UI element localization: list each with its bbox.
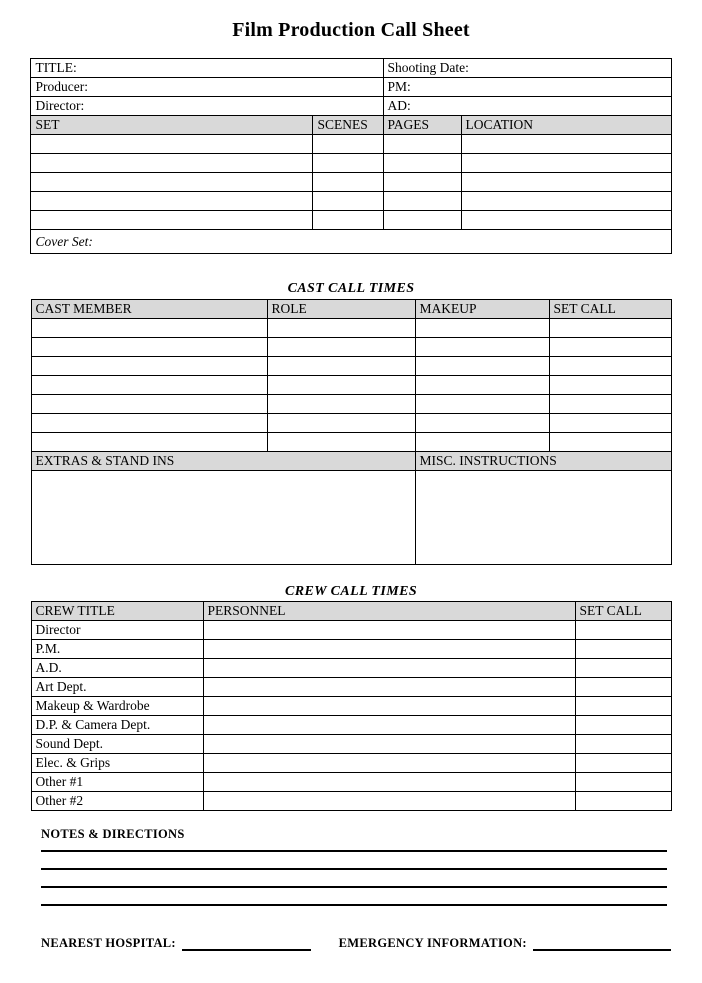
extras-stand-ins-field[interactable] [31,470,415,564]
cell-pages[interactable] [383,154,461,173]
misc-instructions-field[interactable] [415,470,671,564]
column-header-extras-stand-ins: EXTRAS & STAND INS [31,451,415,470]
table-row [31,173,671,192]
cell-cast-member[interactable] [31,432,267,451]
table-row [31,375,671,394]
table-header-row-crew [31,602,671,621]
cell-cast-member[interactable] [31,318,267,337]
table-row [31,735,671,754]
cell-cast-member[interactable] [31,337,267,356]
cell-set[interactable] [31,192,313,211]
table-row [31,192,671,211]
cell-set-call[interactable] [549,394,671,413]
cell-personnel[interactable] [203,716,575,735]
notes-line-4[interactable] [41,904,667,906]
cell-set[interactable] [31,173,313,192]
column-header-makeup: MAKEUP [415,299,549,318]
cell-location[interactable] [461,154,671,173]
cell-role[interactable] [267,413,415,432]
column-header-misc-instructions: MISC. INSTRUCTIONS [415,451,671,470]
column-header-scenes: SCENES [313,116,383,135]
cell-personnel[interactable] [203,621,575,640]
cell-scenes[interactable] [313,173,383,192]
table-row [31,135,671,154]
cell-personnel[interactable] [203,697,575,716]
crew-title-dp-camera-dept: D.P. & Camera Dept. [31,716,203,735]
column-header-location: LOCATION [461,116,671,135]
column-header-set-call: SET CALL [549,299,671,318]
cell-makeup[interactable] [415,375,549,394]
notes-line-3[interactable] [41,886,667,888]
cell-pages[interactable] [383,173,461,192]
pm-label[interactable]: PM: [383,78,671,97]
cell-personnel[interactable] [203,735,575,754]
table-row-extras-misc-body [31,470,671,564]
cell-set-call[interactable] [575,792,671,811]
notes-directions-section [31,811,671,906]
cell-set-call[interactable] [549,375,671,394]
notes-directions-label: NOTES & DIRECTIONS [41,827,185,841]
cell-makeup[interactable] [415,318,549,337]
cell-personnel[interactable] [203,754,575,773]
table-row [31,754,671,773]
spacer [0,565,702,583]
table-row-title [31,59,671,78]
cell-cast-member[interactable] [31,356,267,375]
table-row [31,773,671,792]
cell-role[interactable] [267,375,415,394]
cell-makeup[interactable] [415,337,549,356]
cell-scenes[interactable] [313,135,383,154]
table-header-row-set [31,116,671,135]
column-header-set-call: SET CALL [575,602,671,621]
table-row [31,792,671,811]
column-header-cast-member: CAST MEMBER [31,299,267,318]
table-row [31,318,671,337]
cell-location[interactable] [461,135,671,154]
director-label[interactable]: Director: [31,97,383,116]
cell-set-call[interactable] [575,659,671,678]
notes-line-1[interactable] [41,850,667,852]
cell-personnel[interactable] [203,773,575,792]
shooting-date-label[interactable]: Shooting Date: [383,59,671,78]
table-row-producer [31,78,671,97]
cell-set-call[interactable] [575,716,671,735]
crew-title-other-2: Other #2 [31,792,203,811]
producer-label[interactable]: Producer: [31,78,383,97]
column-header-crew-title: CREW TITLE [31,602,203,621]
table-row [31,621,671,640]
cell-personnel[interactable] [203,659,575,678]
notes-lines-group [31,850,671,906]
table-row [31,154,671,173]
cell-makeup[interactable] [415,432,549,451]
emergency-information-field[interactable] [533,938,671,951]
title-label[interactable]: TITLE: [31,59,383,78]
cell-set-call[interactable] [575,697,671,716]
crew-title-ad: A.D. [31,659,203,678]
cell-pages[interactable] [383,192,461,211]
cell-makeup[interactable] [415,356,549,375]
cell-role[interactable] [267,394,415,413]
cell-scenes[interactable] [313,192,383,211]
cell-set-call[interactable] [575,735,671,754]
column-header-role: ROLE [267,299,415,318]
cell-set-call[interactable] [549,318,671,337]
section-caption-cast: CAST CALL TIMES [287,281,415,296]
cell-scenes[interactable] [313,154,383,173]
cell-role[interactable] [267,318,415,337]
cast-call-times-table [31,299,672,565]
cell-set[interactable] [31,135,313,154]
table-row-cover-set [31,230,671,254]
cell-set-call[interactable] [575,754,671,773]
cell-cast-member[interactable] [31,375,267,394]
table-row [31,432,671,451]
cell-cast-member[interactable] [31,394,267,413]
column-header-pages: PAGES [383,116,461,135]
table-row [31,337,671,356]
notes-line-2[interactable] [41,868,667,870]
cell-set-call[interactable] [549,432,671,451]
cell-cast-member[interactable] [31,413,267,432]
column-header-personnel: PERSONNEL [203,602,575,621]
crew-title-elec-grips: Elec. & Grips [31,754,203,773]
crew-title-director: Director [31,621,203,640]
cell-pages[interactable] [383,135,461,154]
cell-set-call[interactable] [575,640,671,659]
crew-title-makeup-wardrobe: Makeup & Wardrobe [31,697,203,716]
cell-personnel[interactable] [203,640,575,659]
cell-set-call[interactable] [575,773,671,792]
cell-scenes[interactable] [313,211,383,230]
header-set-table [30,58,671,254]
cell-set-call[interactable] [549,413,671,432]
table-row [31,356,671,375]
nearest-hospital-label: NEAREST HOSPITAL: [41,936,176,950]
page-title: Film Production Call Sheet [232,19,470,41]
cell-location[interactable] [461,211,671,230]
section-caption-crew: CREW CALL TIMES [284,583,418,599]
footer-emergency-row [31,922,671,951]
emergency-information-label: EMERGENCY INFORMATION: [338,936,527,950]
table-row [31,716,671,735]
cell-location[interactable] [461,192,671,211]
table-row [31,697,671,716]
nearest-hospital-field[interactable] [182,938,311,951]
table-header-row-extras-misc [31,451,671,470]
table-row [31,394,671,413]
table-row [31,678,671,697]
cell-role[interactable] [267,356,415,375]
cell-set[interactable] [31,211,313,230]
spacer [0,254,702,280]
crew-call-times-table [31,601,672,811]
cell-location[interactable] [461,173,671,192]
column-header-set: SET [31,116,313,135]
cell-pages[interactable] [383,211,461,230]
cell-set-call[interactable] [549,356,671,375]
cell-personnel[interactable] [203,792,575,811]
table-header-row-cast [31,299,671,318]
table-row [31,659,671,678]
cell-set-call[interactable] [549,337,671,356]
crew-title-sound-dept: Sound Dept. [31,735,203,754]
cover-set-label[interactable]: Cover Set: [31,230,671,254]
crew-title-pm: P.M. [31,640,203,659]
table-row [31,640,671,659]
crew-title-other-1: Other #1 [31,773,203,792]
cell-makeup[interactable] [415,413,549,432]
cell-set[interactable] [31,154,313,173]
table-row [31,413,671,432]
cell-set-call[interactable] [575,621,671,640]
table-row [31,211,671,230]
cell-personnel[interactable] [203,678,575,697]
table-row-director [31,97,671,116]
cell-makeup[interactable] [415,394,549,413]
cell-role[interactable] [267,432,415,451]
cell-set-call[interactable] [575,678,671,697]
cell-role[interactable] [267,337,415,356]
crew-title-art-dept: Art Dept. [31,678,203,697]
ad-label[interactable]: AD: [383,97,671,116]
